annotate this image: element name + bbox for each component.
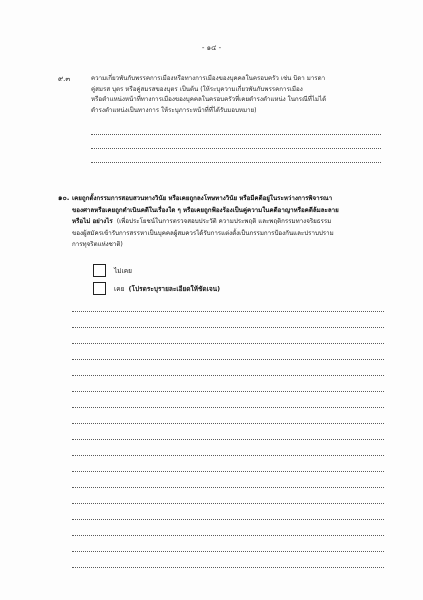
item-9-3-line: ดำรงตำแหน่งเป็นทางการ ให้ระบุภาระหน้าที่ที่ได้รับมอบหมาย) <box>91 106 257 114</box>
item-9-3-line: หรือตำแหน่งหน้าที่ทางการเมืองของบุคคลในครอบครัวที่เคยดำรงตำแหน่ง ในกรณีที่ไม่ได้ <box>91 96 327 103</box>
never-checkbox[interactable] <box>93 264 106 277</box>
answer-line[interactable] <box>91 148 381 149</box>
answer-line[interactable] <box>91 162 381 163</box>
item-9-3-number: ๙.๓ <box>58 75 71 83</box>
answer-line[interactable] <box>72 311 384 312</box>
item-9-3-line: ความเกี่ยวพันกับพรรคการเมืองหรือทางการเมืองของบุคคลในครอบครัว เช่น บิดา มารดา <box>91 75 326 82</box>
item-10-number: ๑๐. <box>58 194 70 202</box>
answer-line[interactable] <box>72 487 384 488</box>
answer-line[interactable] <box>72 567 384 568</box>
item-10-line: การทุจริตแห่งชาติ) <box>72 241 123 248</box>
answer-line[interactable] <box>72 423 384 424</box>
item-10-line: (เพื่อประโยชน์ในการตรวจสอบประวัติ ความประพฤติ และพฤติกรรมทางจริยธรรม <box>116 218 332 225</box>
never-label: ไม่เคย <box>114 266 132 275</box>
answer-line[interactable] <box>72 471 384 472</box>
item-9-3-line: คู่สมรส บุตร หรือคู่สมรสของบุตร เป็นต้น (ให้ระบุความเกี่ยวพันกับพรรคการเมือง <box>91 85 303 93</box>
answer-line[interactable] <box>72 439 384 440</box>
item-10-bold-line: เคยถูกตั้งกรรมการสอบสวนทางวินัย หรือเคยถูกลงโทษทางวินัย หรือมีคดีอยู่ในระหว่างการพิจารณา <box>72 195 333 202</box>
item-10-line: ของผู้สมัครเข้ารับการสรรหาเป็นบุคคลผู้สมควรได้รับการแต่งตั้งเป็นกรรมการป้องกันและปราบปราม <box>72 229 334 237</box>
item-10-text <box>72 193 406 251</box>
answer-line[interactable] <box>72 375 384 376</box>
answer-line[interactable] <box>72 503 384 504</box>
ever-text: เคย <box>114 284 125 293</box>
page-number: - ๑๔ - <box>201 44 222 52</box>
ever-detail: (โปรดระบุรายละเอียดให้ชัดเจน) <box>128 284 221 293</box>
answer-line[interactable] <box>91 134 381 135</box>
ever-checkbox[interactable] <box>93 282 106 295</box>
answer-line[interactable] <box>72 343 384 344</box>
item-10-bold-lead: หรือไม่ อย่างไร <box>72 218 113 225</box>
answer-line[interactable] <box>72 359 384 360</box>
answer-line[interactable] <box>72 391 384 392</box>
answer-line[interactable] <box>72 519 384 520</box>
answer-line[interactable] <box>72 327 384 328</box>
ever-label <box>114 284 220 294</box>
answer-line[interactable] <box>72 455 384 456</box>
option-never <box>93 264 132 277</box>
option-ever <box>93 282 220 295</box>
answer-line[interactable] <box>72 535 384 536</box>
answer-line[interactable] <box>72 551 384 552</box>
item-10-bold-line: ของศาลหรือเคยถูกดำเนินคดีในเรื่องใด ๆ หรือเคยถูกฟ้องร้องเป็นคู่ความในคดีอาญาหรือคดีล้มละลาย <box>72 206 339 214</box>
answer-line[interactable] <box>72 407 384 408</box>
item-9-3-text <box>91 74 381 116</box>
